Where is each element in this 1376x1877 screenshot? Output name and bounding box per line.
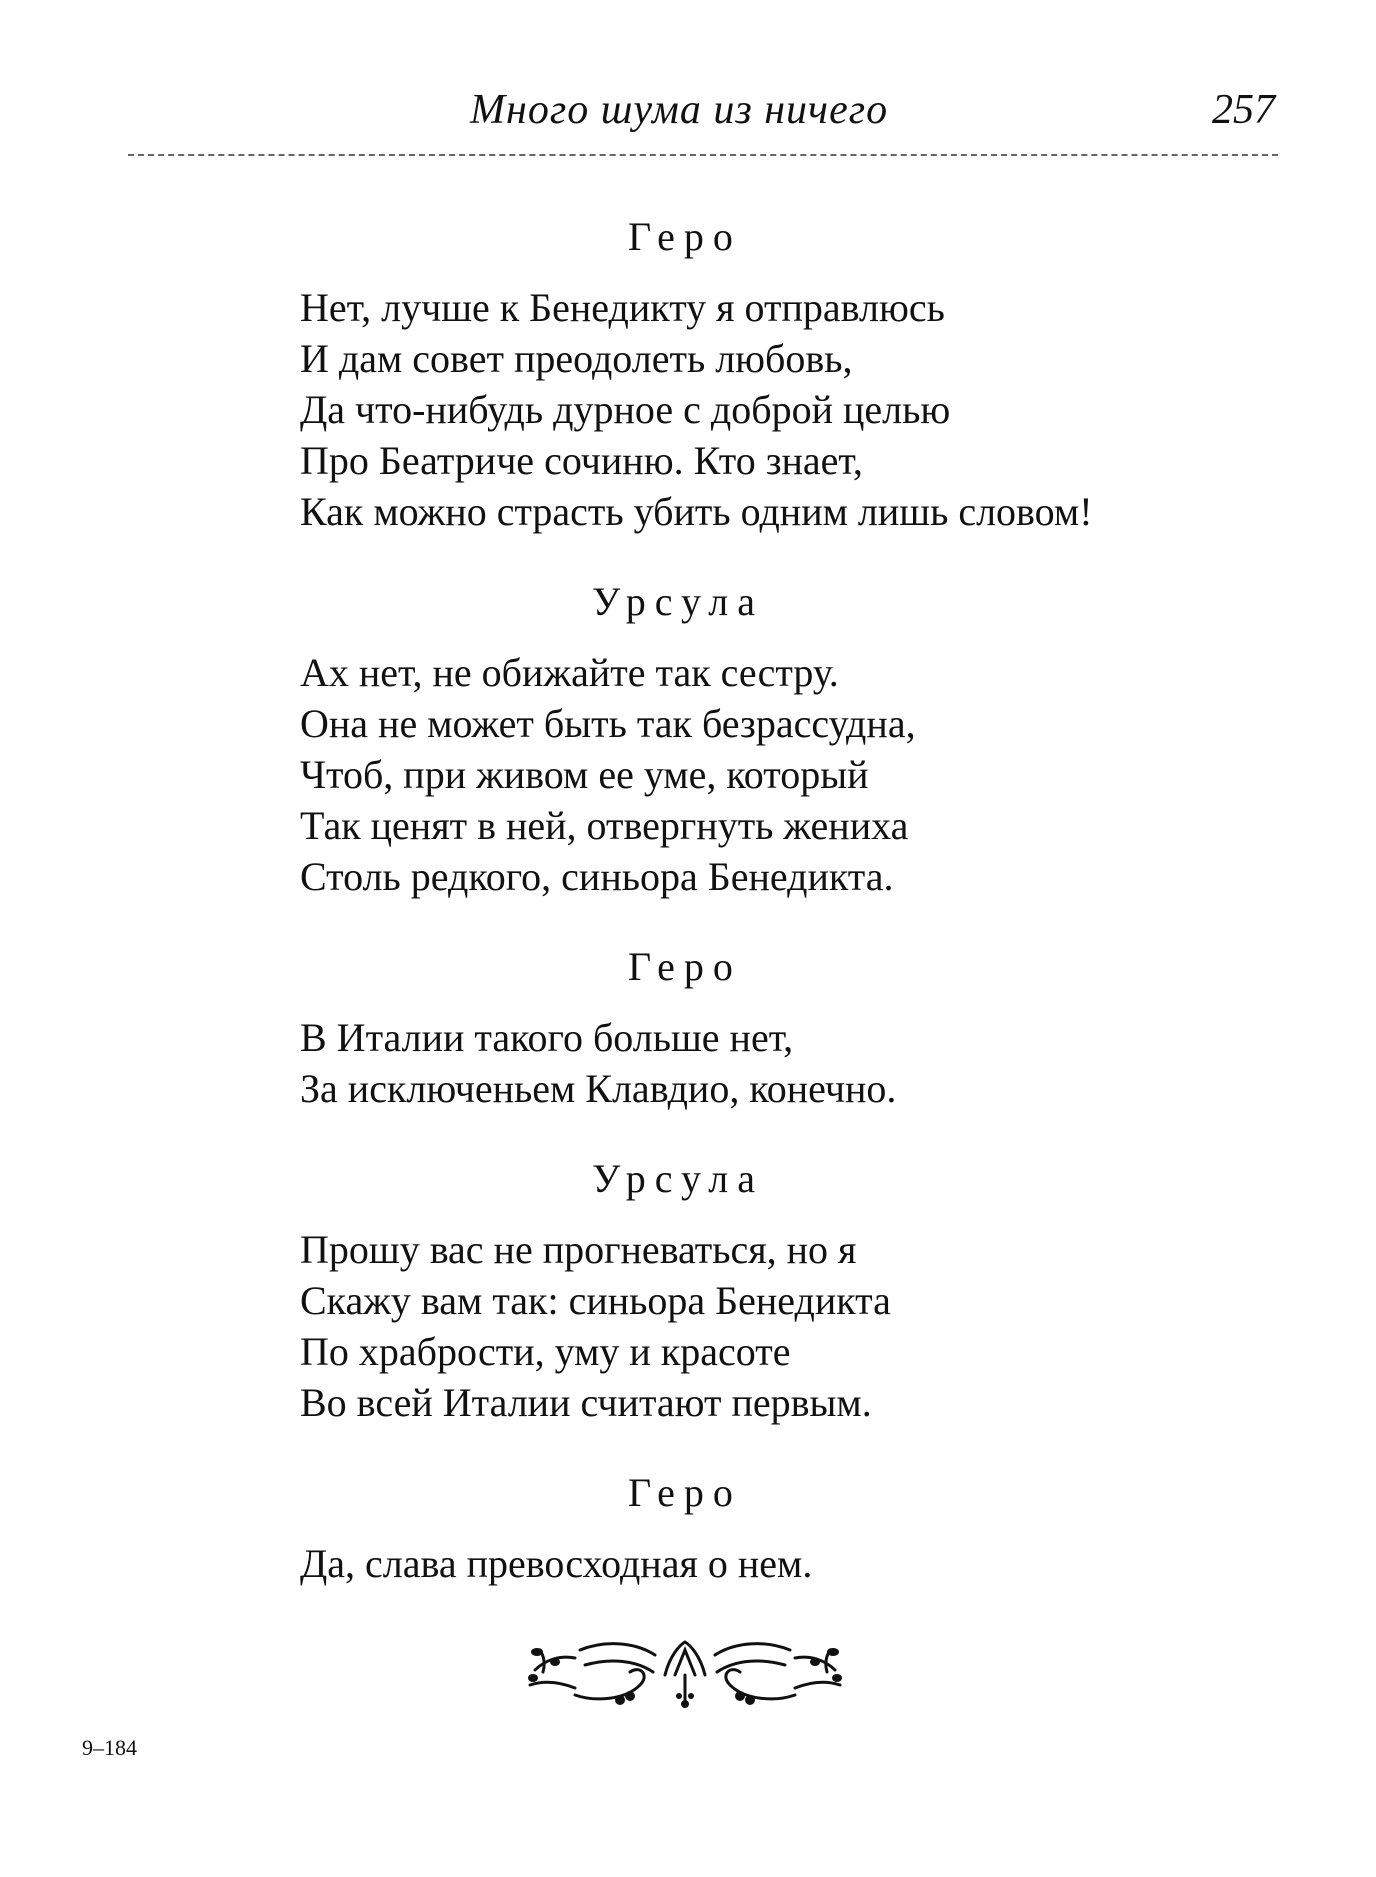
verse-line: Нет, лучше к Бенедикту я отправлюсь	[300, 285, 945, 330]
printer-signature: 9–184	[82, 1735, 137, 1760]
verse-line: По храбрости, уму и красоте	[300, 1329, 791, 1374]
verse-line: И дам совет преодолеть любовь,	[300, 336, 853, 381]
play-text	[300, 210, 1260, 1589]
verse-line: Ах нет, не обижайте так сестру.	[300, 650, 839, 695]
speaker-name: Урсула	[592, 1156, 764, 1201]
speech-block	[300, 1466, 1260, 1589]
speaker-name: Геро	[628, 214, 742, 259]
verse-line: Столь редкого, синьора Бенедикта.	[300, 854, 894, 899]
verse-line: В Италии такого больше нет,	[300, 1015, 794, 1060]
speech-block	[300, 1152, 1260, 1428]
verse-line: Так ценят в ней, отвергнуть жениха	[300, 803, 909, 848]
verse-line: За исключеньем Клавдио, конечно.	[300, 1066, 897, 1111]
verse-line: Она не может быть так безрассудна,	[300, 701, 916, 746]
verse-line: Как можно страсть убить одним лишь словом!	[300, 489, 1093, 534]
speaker-name: Геро	[628, 1470, 742, 1515]
floral-ornament-icon	[515, 1630, 855, 1710]
verse-line: Да, слава превосходная о нем.	[300, 1541, 813, 1586]
page-number: 257	[1212, 87, 1275, 133]
header-rule	[128, 154, 1278, 156]
verse-line: Да что-нибудь дурное с доброй целью	[300, 387, 951, 432]
verse-line: Во всей Италии считают первым.	[300, 1380, 872, 1425]
verse-line: Скажу вам так: синьора Бенедикта	[300, 1278, 891, 1323]
verse-line: Чтоб, при живом ее уме, который	[300, 752, 869, 797]
speech-block	[300, 210, 1260, 537]
running-head	[130, 86, 1275, 146]
speech-block	[300, 940, 1260, 1114]
speech-block	[300, 575, 1260, 902]
verse-line: Про Беатриче сочиню. Кто знает,	[300, 438, 863, 483]
speaker-name: Геро	[628, 944, 742, 989]
running-title: Много шума из ничего	[470, 87, 889, 133]
speaker-name: Урсула	[592, 579, 764, 624]
verse-line: Прошу вас не прогневаться, но я	[300, 1227, 857, 1272]
